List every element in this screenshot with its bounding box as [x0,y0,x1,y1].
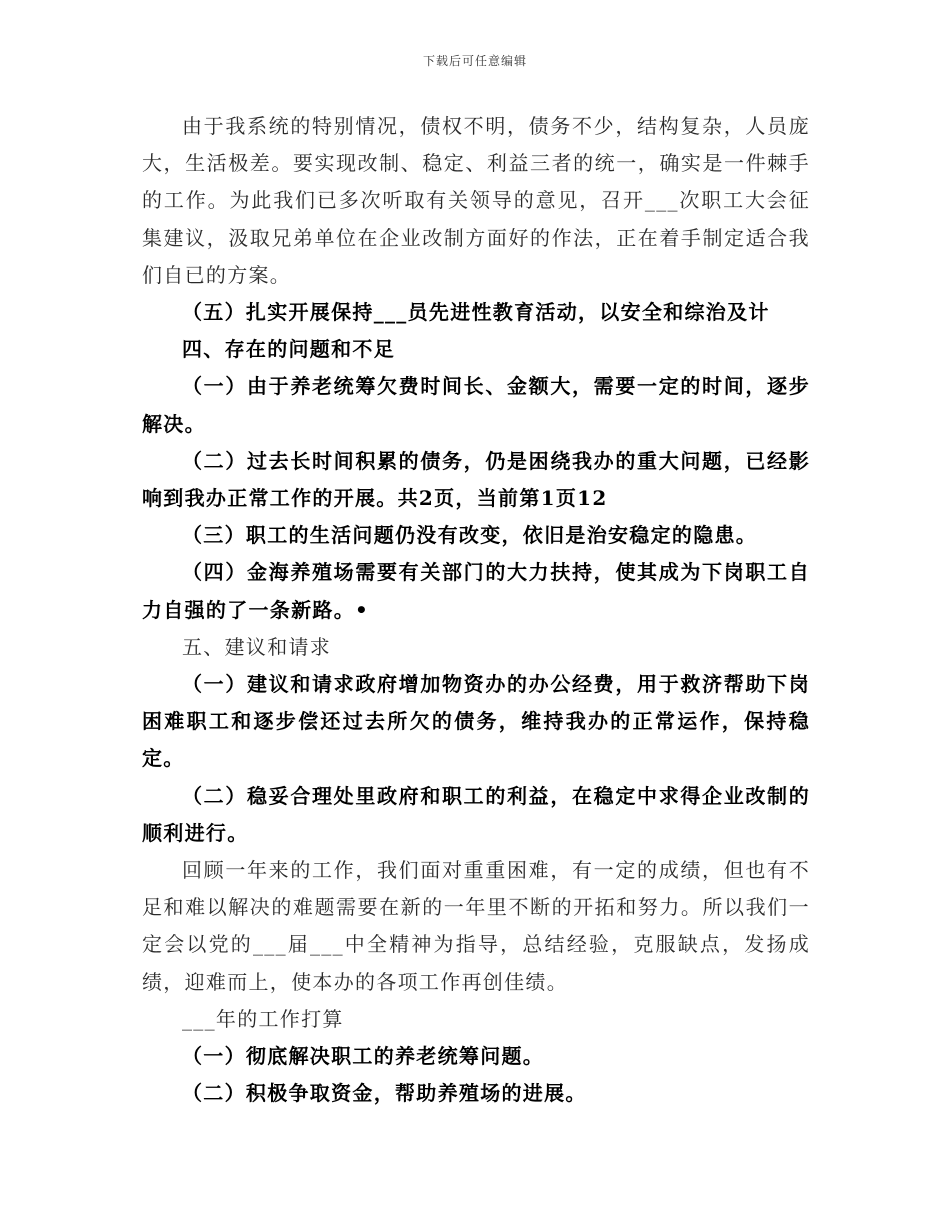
section-heading: 五、建议和请求 [182,634,332,659]
paragraph: （二）稳妥合理处里政府和职工的利益，在稳定中求得企业改制的顺利进行。 [142,783,810,845]
paragraph: （五）扎实开展保持___员先进性教育活动，以安全和综治及计 [182,300,770,325]
paragraph: （一）建议和请求政府增加物资办的办公经费，用于救济帮助下岗困难职工和逐步偿还过去所欠的债务，维持我办的正常运作，保持稳定。 [142,672,810,771]
document-body [142,108,810,1112]
paragraph: （二）过去长时间积累的债务，仍是困绕我办的重大问题，已经影响到我办正常工作的开展。共2页，当前第1页12 [142,448,810,511]
paragraph: （一）彻底解决职工的养老统筹问题。 [182,1044,545,1069]
paragraph: （三）职工的生活问题仍没有改变，依旧是治安稳定的隐患。 [182,523,758,548]
paragraph: （一）由于养老统筹欠费时间长、金额大，需要一定的时间，逐步解决。 [142,374,810,436]
section-heading: 四、存在的问题和不足 [182,337,395,362]
paragraph: 由于我系统的特别情况，债权不明，债务不少，结构复杂，人员庞大，生活极差。要实现改制、稳定、利益三者的统一，确实是一件棘手的工作。为此我们已多次听取有关领导的意见，召开___次职工大会征集建议，汲取兄弟单位在企业改制方面好的作法，正在着手制定适合我们自已的方案。 [142,114,810,287]
paragraph: （四）金海养殖场需要有关部门的大力扶持，使其成为下岗职工自力自强的了一条新路。• [142,560,810,622]
paragraph: 回顾一年来的工作，我们面对重重困难，有一定的成绩，但也有不足和难以解决的难题需要在新的一年里不断的开拓和努力。所以我们一定会以党的___届___中全精神为指导，总结经验，克服缺点，发扬成绩，迎难而上，使本办的各项工作再创佳绩。 [142,858,810,994]
paragraph: （二）积极争取资金，帮助养殖场的进展。 [182,1081,587,1106]
page-header: 下载后可任意编辑 [422,54,527,68]
section-heading: ___年的工作打算 [182,1006,344,1031]
